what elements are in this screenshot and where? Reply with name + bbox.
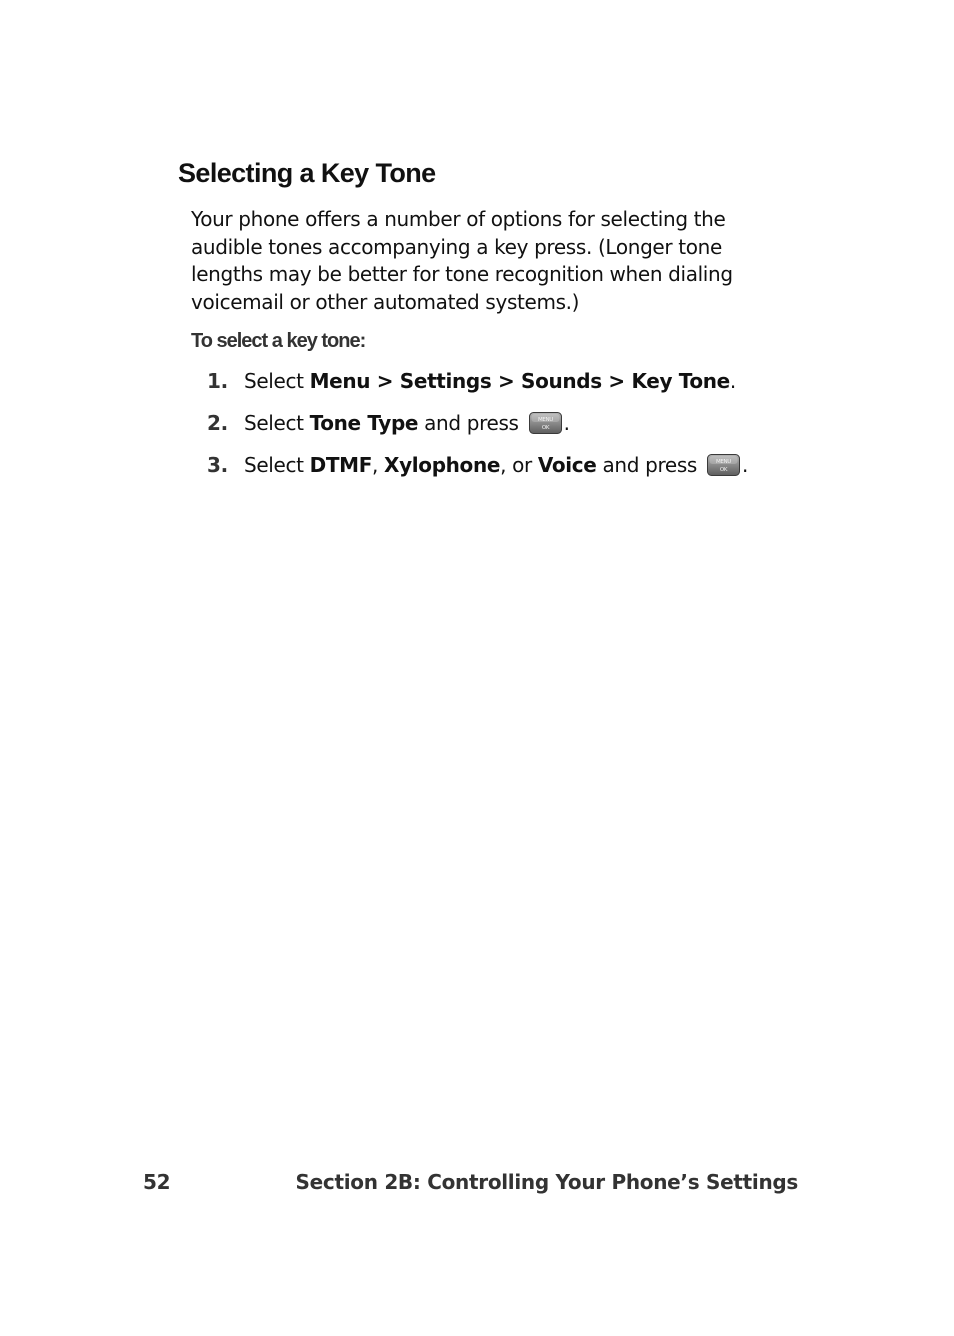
step-connector: , or	[500, 453, 538, 477]
menu-path-item: Key Tone	[631, 369, 730, 393]
step-number: 2.	[207, 411, 228, 435]
step-verb: Select	[244, 453, 310, 477]
step-verb: Select	[244, 369, 310, 393]
menu-key-bottom-label: OK	[719, 467, 728, 473]
step-text	[244, 409, 570, 437]
procedure-title: To select a key tone:	[191, 330, 366, 352]
step-end: .	[729, 369, 736, 393]
menu-path-item: Sounds	[521, 369, 602, 393]
step-connector: ,	[372, 453, 385, 477]
step-verb: Select	[244, 411, 310, 435]
step-connector: and press	[596, 453, 703, 477]
path-separator: >	[601, 369, 632, 393]
step-text	[244, 367, 736, 395]
option-name: Voice	[537, 453, 597, 477]
section-title: Section 2B: Controlling Your Phone’s Settings	[295, 1170, 798, 1194]
option-name: DTMF	[309, 453, 373, 477]
option-name: Xylophone	[384, 453, 501, 477]
step-number: 3.	[207, 453, 228, 477]
step-number: 1.	[207, 369, 228, 393]
menu-key-top-label: MENU	[716, 459, 731, 465]
step-end: .	[742, 453, 749, 477]
menu-key-top-label: MENU	[537, 417, 553, 423]
menu-ok-key-icon	[529, 412, 562, 434]
intro-paragraph: Your phone offers a number of options for selecting the audible tones accompanying a key press. (Longer tone lengths may be better for tone recognition when dialing voicemail or other automated systems.)	[191, 207, 733, 315]
option-name: Tone Type	[309, 411, 419, 435]
menu-path-item: Menu	[309, 369, 371, 393]
path-separator: >	[370, 369, 400, 393]
step-text	[244, 451, 748, 479]
page-number: 52	[143, 1170, 171, 1194]
page-heading: Selecting a Key Tone	[178, 158, 436, 188]
path-separator: >	[491, 369, 522, 393]
step-connector: and press	[418, 411, 525, 435]
step-end: .	[563, 411, 570, 435]
menu-ok-key-icon	[707, 454, 740, 476]
menu-path-item: Settings	[399, 369, 492, 393]
menu-key-bottom-label: OK	[541, 425, 549, 431]
